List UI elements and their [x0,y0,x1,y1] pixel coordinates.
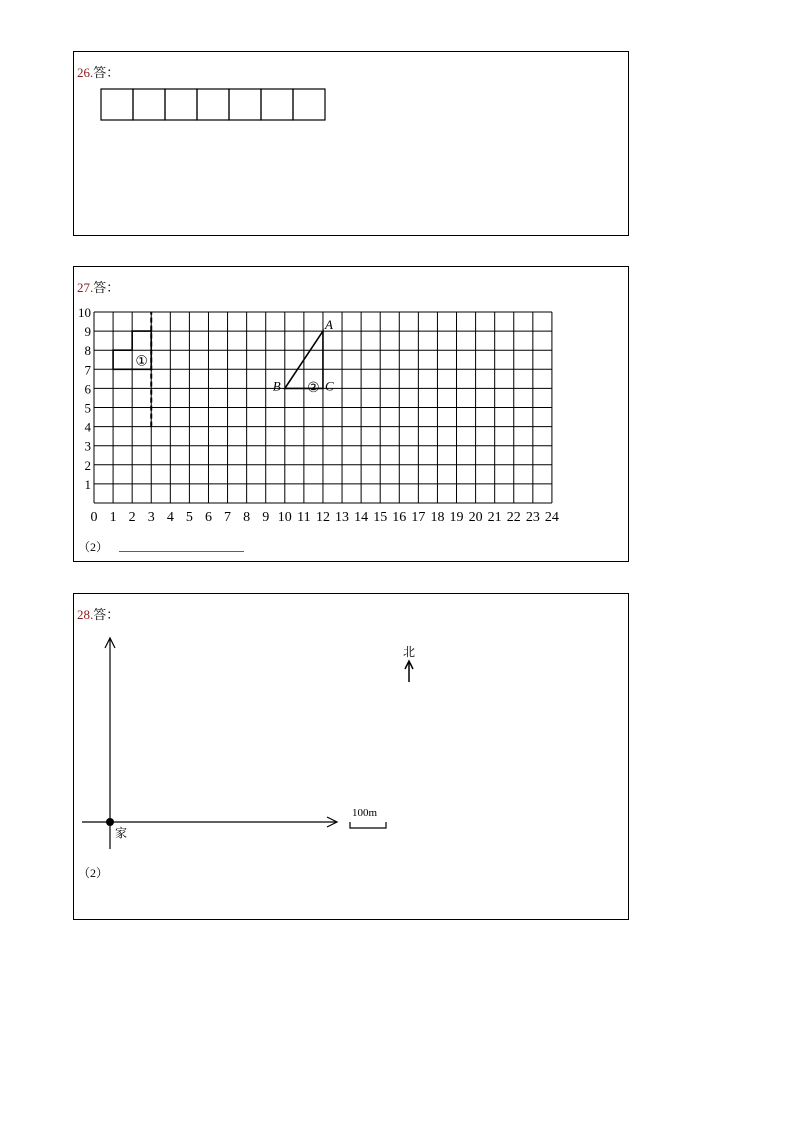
q28-number: 28. [77,607,94,622]
x-tick-label: 13 [335,510,350,525]
x-tick-label: 7 [224,510,232,525]
x-tick-label: 9 [262,510,270,525]
q26-cell[interactable] [261,89,293,120]
q26-cell[interactable] [229,89,261,120]
x-tick-label: 12 [315,510,330,525]
point-c-label: C [324,378,334,394]
q28-answer-box [73,593,629,920]
y-tick-label: 2 [84,457,91,473]
x-tick-label: 16 [392,510,407,525]
x-tick-label: 11 [297,510,311,525]
q26-number: 26. [77,65,94,80]
q26-cell[interactable] [133,89,165,120]
x-tick-label: 23 [525,510,540,525]
y-tick-label: 5 [84,400,91,416]
x-tick-label: 22 [506,510,521,525]
q27-part2-label: （2） [78,540,109,554]
q27-part2-answer-line[interactable] [119,551,244,552]
x-tick-label: 8 [243,510,251,525]
x-tick-label: 14 [354,510,369,525]
x-tick-label: 6 [204,510,212,525]
x-tick-label: 5 [185,510,193,525]
y-tick-label: 9 [84,324,91,340]
home-dot [106,818,114,826]
x-tick-label: 2 [128,510,136,525]
x-tick-label: 19 [449,510,464,525]
y-tick-label: 6 [84,381,91,397]
q27-number: 27. [77,280,94,295]
q26-cell-strip [100,88,327,122]
y-tick-label: 1 [84,476,91,492]
q26-cell[interactable] [165,89,197,120]
x-tick-label: 15 [373,510,388,525]
north-label: 北 [402,645,416,659]
y-tick-label: 3 [84,438,91,454]
x-tick-label: 24 [544,510,559,525]
q27-coordinate-grid [74,303,628,529]
x-tick-label: 10 [277,510,292,525]
q28-part2-label: （2） [78,866,109,880]
point-b-label: B [272,378,281,394]
y-tick-label: 8 [84,343,91,359]
q26-cell[interactable] [293,89,325,120]
y-tick-label: 7 [84,362,91,378]
x-tick-label: 20 [468,510,483,525]
q26-cell[interactable] [197,89,229,120]
shape2-label: ② [307,381,320,397]
x-tick-label: 17 [411,510,426,525]
x-tick-label: 18 [430,510,445,525]
shape1-label: ① [135,354,148,370]
x-tick-label: 0 [90,510,98,525]
x-tick-label: 3 [147,510,155,525]
point-a-label: A [324,317,333,333]
q27-answer-label: 答： [93,280,120,295]
q26-cell[interactable] [101,89,133,120]
q28-answer-label: 答： [93,607,120,622]
scale-label: 100m [352,807,378,819]
q26-answer-label: 答： [93,65,120,80]
x-tick-label: 4 [166,510,174,525]
q26-answer-box [73,51,629,236]
q28-diagram [74,594,628,884]
q27-answer-box [73,266,629,562]
x-tick-label: 1 [109,510,117,525]
scale-bar [350,822,386,828]
q27-heading [77,277,119,296]
y-tick-label: 4 [84,419,91,435]
q26-heading [77,62,119,81]
x-tick-label: 21 [487,510,502,525]
home-label: 家 [115,826,128,840]
y-tick-label: 10 [78,305,91,320]
